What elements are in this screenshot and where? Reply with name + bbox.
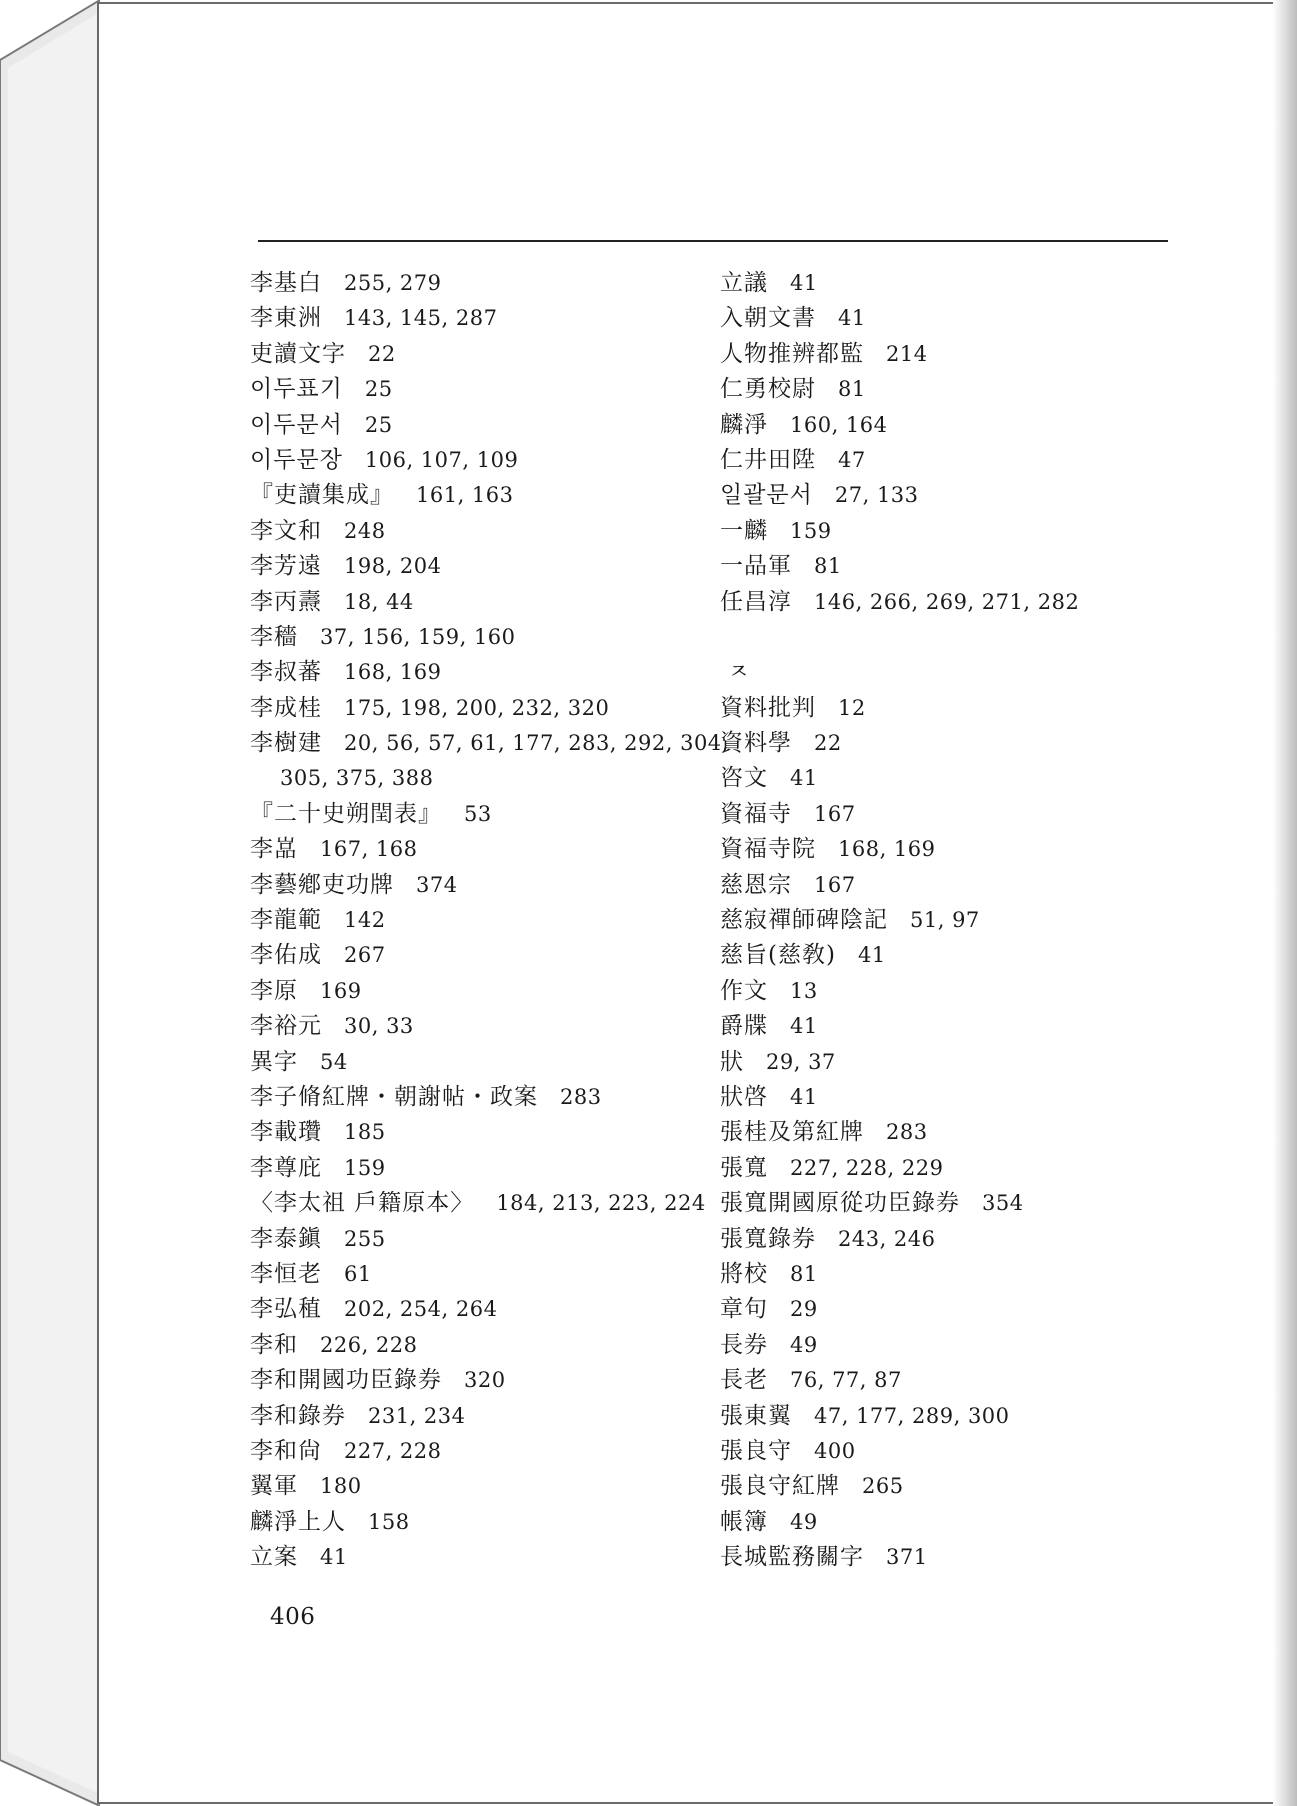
index-term: 入朝文書: [720, 305, 816, 332]
index-page-refs: 180: [320, 1474, 362, 1499]
index-term: 長老: [720, 1367, 768, 1394]
index-term: 李叔蕃: [250, 659, 322, 686]
index-entry: [250, 443, 710, 478]
index-page-refs: 142: [344, 908, 386, 933]
index-term: 作文: [720, 977, 768, 1004]
index-page-refs: 160, 164: [790, 412, 888, 437]
index-entry-continuation: [250, 761, 710, 796]
index-term: 李和尙: [250, 1437, 322, 1464]
index-term: 『二十史朔閏表』: [250, 800, 442, 827]
index-page-refs: 185: [344, 1120, 386, 1145]
index-page-refs: 51, 97: [910, 908, 980, 933]
index-term: 李和錄券: [250, 1402, 346, 1429]
index-page-refs: 243, 246: [838, 1226, 936, 1251]
index-page-refs: 169: [320, 978, 362, 1003]
index-page-refs: 167: [814, 872, 856, 897]
index-entry: [720, 938, 1180, 973]
index-page-refs: 168, 169: [838, 837, 936, 862]
index-entry: [720, 1115, 1180, 1150]
index-entry: [250, 1363, 710, 1398]
index-page-refs: 27, 133: [834, 483, 919, 508]
index-entry: [720, 549, 1180, 584]
index-page-refs: 41: [790, 1084, 818, 1109]
index-term: 長城監務關字: [720, 1544, 864, 1571]
index-term: 李龍範: [250, 907, 322, 934]
index-entry: [720, 1222, 1180, 1257]
index-term: 張寬: [720, 1154, 768, 1181]
index-page-refs: 53: [464, 801, 492, 826]
index-column-left: [250, 266, 729, 1575]
index-term: 長券: [720, 1331, 768, 1358]
index-page-refs: 22: [368, 341, 396, 366]
index-page-refs: 159: [344, 1155, 386, 1180]
index-entry: [250, 301, 710, 336]
index-entry: [720, 585, 1180, 620]
index-page-refs: 158: [368, 1509, 410, 1534]
index-entry: [250, 655, 710, 690]
index-entry: [250, 478, 710, 513]
index-term: 麟淨上人: [250, 1508, 346, 1535]
index-entry: [720, 1469, 1180, 1504]
index-term: 李泰鎭: [250, 1225, 322, 1252]
index-term: 仁勇校尉: [720, 376, 816, 403]
index-page-refs: 22: [814, 731, 842, 756]
index-page-refs: 400: [814, 1438, 856, 1463]
index-page-refs: 305, 375, 388: [280, 766, 434, 791]
index-page-refs: 226, 228: [320, 1332, 418, 1357]
index-term: 李穡: [250, 623, 298, 650]
index-entry: [250, 868, 710, 903]
index-term: 李文和: [250, 517, 322, 544]
index-term: 慈旨(慈敎): [720, 942, 836, 969]
index-page-refs: 25: [364, 377, 393, 402]
index-entry: [720, 1434, 1180, 1469]
index-term: 麟淨: [720, 411, 768, 438]
index-entry: [720, 1186, 1180, 1221]
index-page-refs: 49: [790, 1509, 818, 1534]
index-term: 李載瓚: [250, 1119, 322, 1146]
index-page-refs: 283: [560, 1084, 602, 1109]
index-column-right: [720, 266, 1180, 1575]
index-entry: [720, 266, 1180, 301]
index-entry: [720, 372, 1180, 407]
index-entry: [720, 1328, 1180, 1363]
index-entry: [250, 408, 710, 443]
index-term: 李藝鄕吏功牌: [250, 871, 394, 898]
index-page-refs: 29: [790, 1297, 818, 1322]
index-entry: [720, 301, 1180, 336]
index-term: 張東翼: [720, 1402, 792, 1429]
index-entry: [250, 266, 710, 301]
index-page-refs: 47, 177, 289, 300: [814, 1403, 1010, 1428]
index-term: 李佑成: [250, 942, 322, 969]
index-page-refs: 214: [886, 341, 928, 366]
index-page-refs: 13: [790, 978, 818, 1003]
index-page-refs: 371: [886, 1545, 928, 1570]
index-page-refs: 41: [838, 306, 866, 331]
index-entry: [250, 620, 710, 655]
index-page-refs: 81: [814, 554, 842, 579]
index-term: 仁井田陞: [720, 446, 816, 473]
index-entry: [720, 1080, 1180, 1115]
index-term: 翼軍: [250, 1473, 298, 1500]
index-term: 李弘稙: [250, 1296, 322, 1323]
index-page-refs: 265: [862, 1474, 904, 1499]
index-page-refs: 255, 279: [344, 271, 442, 295]
index-entry: [250, 1080, 710, 1115]
index-entry: [250, 514, 710, 549]
index-page-refs: 175, 198, 200, 232, 320: [344, 695, 610, 720]
index-entry: [250, 1045, 710, 1080]
index-term: 慈恩宗: [720, 871, 792, 898]
index-page-refs: 184, 213, 223, 224: [496, 1191, 706, 1216]
index-page-refs: 227, 228, 229: [790, 1155, 944, 1180]
index-entry: [720, 408, 1180, 443]
index-term: 爵牒: [720, 1013, 768, 1040]
index-entry: [720, 903, 1180, 938]
index-entry: [720, 868, 1180, 903]
index-term: 人物推辨都監: [720, 340, 864, 367]
index-entry: [250, 549, 710, 584]
index-page-refs: 41: [790, 766, 818, 791]
index-entry: [720, 797, 1180, 832]
index-page-refs: 12: [838, 695, 866, 720]
index-entry: [250, 337, 710, 372]
index-page-refs: 41: [857, 943, 886, 968]
index-entry: [250, 585, 710, 620]
index-entry: [720, 478, 1180, 513]
index-term: 章句: [720, 1296, 768, 1323]
index-term: 慈寂禪師碑陰記: [720, 907, 888, 934]
index-entry: [720, 1540, 1180, 1575]
index-term: 狀: [720, 1048, 744, 1075]
index-entry: [720, 514, 1180, 549]
index-entry: [720, 726, 1180, 761]
index-page-refs: 25: [364, 412, 393, 437]
index-page-refs: 146, 266, 269, 271, 282: [814, 589, 1080, 614]
index-term: 立議: [720, 270, 768, 296]
index-entry: [250, 1222, 710, 1257]
index-page-refs: 227, 228: [344, 1438, 442, 1463]
index-term: 李丙燾: [250, 588, 322, 615]
index-entry: [720, 1045, 1180, 1080]
index-term: 張良守紅牌: [720, 1473, 840, 1500]
index-term: 資福寺院: [720, 836, 816, 863]
index-term: 一品軍: [720, 553, 792, 580]
index-page-refs: 320: [464, 1368, 506, 1393]
index-entry: [250, 1257, 710, 1292]
index-term: 李尊庇: [250, 1154, 322, 1181]
index-page-refs: 168, 169: [344, 660, 442, 685]
index-entry: [250, 691, 710, 726]
index-entry: [250, 1186, 710, 1221]
index-term: 李芳遠: [250, 553, 322, 580]
index-term: 〈李太祖 戶籍原本〉: [250, 1190, 475, 1217]
index-entry: [720, 691, 1180, 726]
index-entry: [250, 974, 710, 1009]
index-entry: [250, 938, 710, 973]
index-term: 張寬開國原從功臣錄券: [720, 1190, 960, 1217]
page-number: 406: [270, 1604, 316, 1630]
index-term: 李裕元: [250, 1013, 322, 1040]
index-page-refs: 37, 156, 159, 160: [320, 624, 516, 649]
index-page-refs: 167: [814, 801, 856, 826]
index-page-refs: 231, 234: [368, 1403, 466, 1428]
index-term: 吏讀文字: [250, 340, 346, 367]
index-term: 李原: [250, 977, 298, 1004]
index-page-refs: 61: [344, 1261, 372, 1286]
index-term: 李成桂: [250, 694, 322, 721]
index-entry: [250, 1009, 710, 1044]
index-entry: [250, 1151, 710, 1186]
index-term: ㅈ: [728, 660, 751, 686]
index-term: 一麟: [720, 517, 768, 544]
index-entry: [250, 1115, 710, 1150]
index-entry: [250, 1469, 710, 1504]
index-term: 狀啓: [720, 1083, 768, 1110]
index-entry: [720, 974, 1180, 1009]
index-page-refs: 81: [838, 377, 866, 402]
index-term: 咨文: [720, 765, 768, 792]
index-page-refs: 76, 77, 87: [790, 1368, 902, 1393]
index-page-refs: 255: [344, 1226, 386, 1251]
index-entry: [720, 1292, 1180, 1327]
index-page-refs: 202, 254, 264: [344, 1297, 498, 1322]
book-spine-edge: [0, 0, 100, 1806]
index-entry: [720, 1505, 1180, 1540]
index-entry: [250, 1292, 710, 1327]
index-page-refs: 354: [982, 1191, 1024, 1216]
index-page-refs: 283: [886, 1120, 928, 1145]
index-entry: [720, 832, 1180, 867]
index-page-refs: 248: [344, 518, 386, 543]
index-term: 異字: [250, 1048, 298, 1075]
index-entry: [720, 1009, 1180, 1044]
index-page-refs: 29, 37: [766, 1049, 836, 1074]
page-edge-shadow: [1273, 0, 1297, 1806]
index-page-refs: 49: [790, 1332, 818, 1357]
index-page-refs: 143, 145, 287: [344, 306, 498, 331]
index-term: 일괄문서: [720, 482, 813, 509]
index-entry: [250, 1328, 710, 1363]
index-term: 李基白: [250, 270, 322, 296]
section-heading: [720, 655, 1180, 690]
index-term: 이두문장: [250, 446, 343, 473]
index-entry: [720, 1151, 1180, 1186]
index-page-refs: 159: [790, 518, 832, 543]
index-term: 將校: [720, 1260, 768, 1287]
index-page-refs: 20, 56, 57, 61, 177, 283, 292, 304,: [344, 731, 729, 756]
index-term: 李和開國功臣錄券: [250, 1367, 442, 1394]
index-page-refs: 47: [838, 447, 866, 472]
index-term: 李和: [250, 1331, 298, 1358]
index-term: 張良守: [720, 1437, 792, 1464]
index-entry: [720, 443, 1180, 478]
index-term: 張桂及第紅牌: [720, 1119, 864, 1146]
index-term: 任昌淳: [720, 588, 792, 615]
index-entry: [250, 1505, 710, 1540]
index-entry: [250, 372, 710, 407]
index-entry: [250, 1434, 710, 1469]
index-term: 李嵓: [250, 836, 298, 863]
index-entry: [720, 1399, 1180, 1434]
index-term: 立案: [250, 1544, 298, 1571]
index-page-refs: 81: [790, 1261, 818, 1286]
index-term: 李東洲: [250, 305, 322, 332]
index-term: 李恒老: [250, 1260, 322, 1287]
index-entry: [720, 337, 1180, 372]
index-page-refs: 198, 204: [344, 554, 442, 579]
index-term: 資料批判: [720, 694, 816, 721]
index-page-refs: 167, 168: [320, 837, 418, 862]
index-page-refs: 54: [320, 1049, 348, 1074]
section-spacer: [720, 620, 1180, 655]
index-entry: [250, 726, 729, 761]
index-page-refs: 106, 107, 109: [364, 447, 519, 472]
index-term: 帳簿: [720, 1508, 768, 1535]
index-entry: [250, 797, 710, 832]
index-page-refs: 374: [416, 872, 458, 897]
index-page-refs: 30, 33: [344, 1014, 414, 1039]
index-term: 資料學: [720, 730, 792, 757]
index-entry: [250, 1399, 710, 1434]
index-entry: [250, 832, 710, 867]
header-rule: [258, 240, 1168, 242]
index-term: 張寬錄券: [720, 1225, 816, 1252]
index-entry: [720, 1257, 1180, 1292]
index-term: 이두표기: [250, 376, 343, 403]
index-entry: [720, 761, 1180, 796]
index-term: 李樹建: [250, 730, 322, 757]
index-term: 資福寺: [720, 800, 792, 827]
index-entry: [720, 1363, 1180, 1398]
index-page-refs: 18, 44: [344, 589, 414, 614]
index-page-refs: 267: [344, 943, 386, 968]
index-entry: [250, 903, 710, 938]
index-page-refs: 41: [320, 1545, 348, 1570]
index-entry: [250, 1540, 710, 1575]
index-term: 이두문서: [250, 411, 343, 438]
index-term: 『吏讀集成』: [250, 482, 394, 509]
index-page-refs: 41: [790, 1014, 818, 1039]
index-page-refs: 161, 163: [416, 483, 514, 508]
index-term: 李子脩紅牌・朝謝帖・政案: [250, 1083, 538, 1110]
index-page-refs: 41: [790, 271, 818, 295]
